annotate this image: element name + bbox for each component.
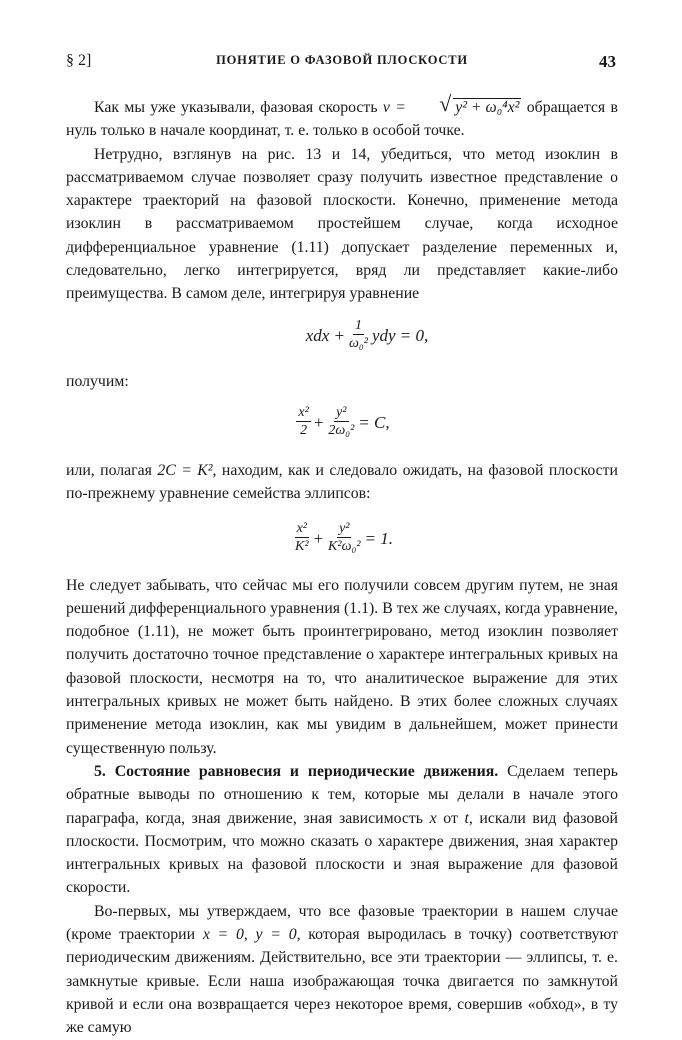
fraction: $\frac{\text{x²}}{\text{K²}}$ xyxy=(295,521,309,555)
page-number: 43 xyxy=(599,52,616,71)
section-heading: 5. Состояние равновесия и периодические движения. xyxy=(94,762,499,780)
equation-ellipse-family: $\frac{\text{x²}}{\text{K²}}$ + $\frac{\text{y²}}{\text{K²ω₀²}}$ = 1. xyxy=(295,521,393,555)
trajectory-formula: x = 0, y = 0 xyxy=(202,926,297,944)
fraction: $\frac{\text{y²}}{\text{2ω₀²}}$ xyxy=(328,405,355,439)
page-body xyxy=(66,91,619,1040)
paragraph-periodic: Во-первых, мы утверждаем, что все фазовые траектории в нашем случае (кроме траектории x = 0, y = 0, которая выродилась в точку) соответствуют периодическим движениям. Действительно, все эти траектории — эллипсы, т. е. замкнутые кривые. Если наша изображающая точка двигается по замкнутой кривой и если она возвращается через некоторое время, совершив «обход», в ту же самую xyxy=(66,902,618,1037)
section-reference: § 2] xyxy=(66,52,92,69)
paragraph-isocline-method: Нетрудно, взглянув на рис. 13 и 14, убедиться, что метод изоклин в рассматриваемом случае позволяет сразу получить известное представление о характере траекторий на фазовой плоскости. Конечно, применение метода изоклин в рассматриваемом простейшем случае, когда исходное дифференциальное уравнение (1.11) допускает разделение переменных и, следовательно, легко интегрируется, вряд ли представляет какие-либо преимущества. В самом деле, интегрируя уравнение xyxy=(66,145,618,303)
running-title: ПОНЯТИЕ О ФАЗОВОЙ ПЛОСКОСТИ xyxy=(216,53,468,67)
paragraph-remark: Не следует забывать, что сейчас мы его получили совсем другим путем, не зная решений дифференциального уравнения (1.1). В тех же случаях, когда уравнение, подобное (1.11), не может быть проинтегрировано, метод изоклин позволяет получить достаточно точное представление о характере интегральных кривых на фазовой плоскости, несмотря на то, что аналитическое выражение для этих интегральных кривых не может быть найдено. В этих более сложных случаях применение метода изоклин, как мы увидим в дальнейшем, может принести существенную пользу. xyxy=(66,576,618,757)
equation-integral: $\frac{\text{x²}}{2}$ + $\frac{\text{y²}}{\text{2ω₀²}}$ = C, xyxy=(298,405,390,439)
paragraph-equilibrium: 5. Состояние равновесия и периодические движения. Сделаем теперь обратные выводы по отношению к тем, которые мы делали в начале этого параграфа, когда, зная движение, зная зависимость x от t, искали вид фазовой плоскости. Посмотрим, что можно сказать о характере движения, зная характер интегральных кривых на фазовой плоскости и зная выражение для фазовой скорости. xyxy=(66,762,618,897)
radical-sign: √ xyxy=(439,91,452,116)
square-root: √ y² + ω₀⁴x² xyxy=(411,96,521,119)
fraction: $\frac{\text{y²}}{\text{K²ω₀²}}$ xyxy=(328,521,361,555)
paragraph-phase-velocity: Как мы уже указывали, фазовая скорость v = √ y² + ω₀⁴x² обращается в нуль только в начале координат, т. е. только в особой точке. xyxy=(66,91,618,140)
paragraph-obtain: получим: xyxy=(66,372,129,390)
fraction: $\frac{\text{x²}}{2}$ xyxy=(298,405,309,439)
substitution-formula: 2C = K² xyxy=(157,461,213,479)
equation-separated: xdx + $\frac{1}{\text{ω₀²}}$ ydy = 0, xyxy=(305,318,429,352)
fraction: $\frac{1}{\text{ω₀²}}$ xyxy=(349,318,368,352)
running-header xyxy=(66,52,618,76)
phase-velocity-formula: v = √ y² + ω₀⁴x² xyxy=(383,99,522,116)
paragraph-substitution: или, полагая 2C = K², находим, как и следовало ожидать, на фазовой плоскости по-прежнему уравнение семейства эллипсов: xyxy=(66,461,619,503)
